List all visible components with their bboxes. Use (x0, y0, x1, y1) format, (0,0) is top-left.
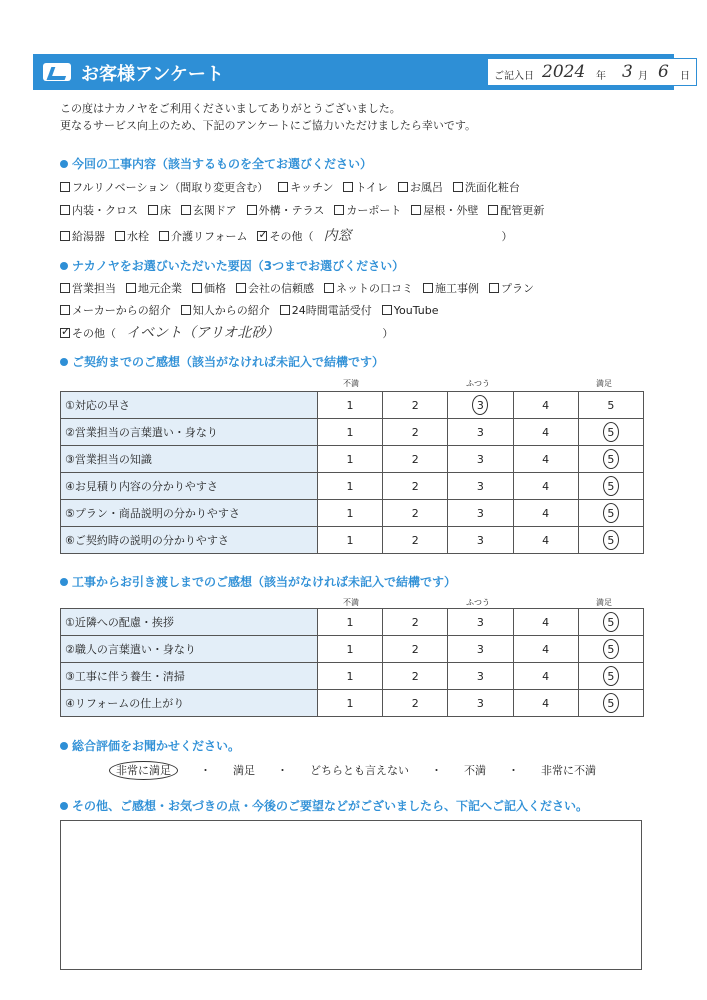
table-row (61, 690, 644, 717)
rating-number: 4 (542, 533, 550, 547)
table-row (61, 473, 644, 500)
rating-number: 1 (346, 479, 354, 493)
rating-cell[interactable] (448, 663, 513, 690)
checkbox[interactable] (324, 283, 334, 293)
rating-number: 3 (476, 642, 484, 656)
scale-low-label: 不満 (343, 598, 359, 607)
rating-number: 5 (603, 666, 619, 686)
checkbox-label: 内装・クロス (72, 204, 138, 217)
rating-number: 5 (607, 398, 615, 412)
checkbox[interactable] (60, 205, 70, 215)
checkbox-option[interactable] (181, 202, 237, 218)
checkbox[interactable] (398, 182, 408, 192)
table-row (61, 609, 644, 636)
rating-cell[interactable] (317, 446, 382, 473)
overall-option[interactable]: 満足 (233, 764, 255, 777)
other-close: ） (501, 230, 513, 243)
overall-option[interactable]: 不満 (464, 764, 486, 777)
checkbox[interactable] (257, 231, 267, 241)
checkbox-label: 会社の信頼感 (248, 282, 314, 295)
checkbox-option[interactable] (423, 280, 479, 296)
rating-cell[interactable] (513, 392, 578, 419)
rating-number: 4 (542, 615, 550, 629)
rating-cell[interactable] (513, 446, 578, 473)
checkbox-option[interactable] (334, 202, 401, 218)
checkbox-option[interactable] (280, 302, 372, 318)
checkbox-label: トイレ (355, 181, 388, 194)
table-row (61, 419, 644, 446)
rating-number: 3 (472, 395, 488, 415)
rating-number: 5 (603, 503, 619, 523)
date-field[interactable] (487, 58, 697, 86)
header-bar (33, 54, 690, 90)
rating-number: 2 (411, 615, 419, 629)
checkbox-label: ネットの口コミ (336, 282, 413, 295)
checkbox-label: その他（ (269, 230, 314, 243)
rating-number: 5 (603, 530, 619, 550)
rating-cell[interactable] (383, 609, 448, 636)
page-title: お客様アンケート (81, 64, 224, 85)
rating-cell[interactable] (317, 473, 382, 500)
checkbox-label: 水栓 (127, 230, 149, 243)
checkbox-option[interactable] (60, 302, 171, 318)
section-title-comments: その他、ご感想・お気づきの点・今後のご要望などがございましたら、下記へご記入ください。 (60, 797, 588, 814)
rating-number: 3 (476, 452, 484, 466)
rating-number: 2 (411, 533, 419, 547)
row-label: ②職人の言葉遣い・身なり (61, 636, 318, 663)
rating-cell[interactable] (383, 446, 448, 473)
checkbox[interactable] (60, 231, 70, 241)
rating-cell[interactable] (448, 419, 513, 446)
checkbox-option[interactable] (60, 325, 116, 341)
date-month: 3 (622, 62, 633, 82)
rating-cell[interactable] (513, 636, 578, 663)
rating-cell[interactable] (578, 419, 643, 446)
rating-cell[interactable] (317, 419, 382, 446)
rating-cell[interactable] (578, 609, 643, 636)
rating-cell[interactable] (513, 663, 578, 690)
checkbox-label: 床 (160, 204, 171, 217)
checkbox-option[interactable] (126, 280, 182, 296)
other-text: イベント（アリオ北砂） (126, 325, 273, 341)
checkbox-option[interactable] (148, 202, 171, 218)
section-title-work: 今回の工事内容（該当するものを全てお選びください） (60, 155, 372, 172)
checkbox[interactable] (236, 283, 246, 293)
checkbox-option[interactable] (257, 228, 313, 244)
section-title-overall: 総合評価をお聞かせください。 (60, 737, 240, 754)
checkbox[interactable] (343, 182, 353, 192)
checkbox-option[interactable] (236, 280, 314, 296)
rating-cell[interactable] (448, 690, 513, 717)
checkbox-label: 玄関ドア (193, 204, 237, 217)
rating-cell[interactable] (317, 609, 382, 636)
checkbox[interactable] (181, 205, 191, 215)
checkbox-label: YouTube (393, 304, 439, 317)
checkbox-label: キッチン (290, 181, 334, 194)
checkbox-label: お風呂 (409, 181, 443, 194)
rating-cell[interactable] (317, 527, 382, 554)
rating-cell[interactable] (513, 419, 578, 446)
contract-rating-table (60, 391, 644, 554)
rating-number: 3 (476, 425, 484, 439)
checkbox-label: フルリノベーション（間取り変更含む） (72, 181, 269, 194)
q2-row-3 (60, 322, 393, 342)
option-separator: ・ (200, 764, 211, 777)
rating-number: 4 (542, 425, 550, 439)
checkbox-option[interactable] (60, 202, 138, 218)
checkbox-label: 営業担当 (72, 282, 116, 295)
overall-options (115, 762, 618, 778)
checkbox-option[interactable] (181, 302, 270, 318)
checkbox[interactable] (192, 283, 202, 293)
rating-number: 4 (542, 642, 550, 656)
bullet-icon (60, 262, 68, 270)
rating-number: 2 (411, 669, 419, 683)
rating-number: 2 (411, 425, 419, 439)
checkbox-option[interactable] (382, 304, 439, 317)
rating-cell[interactable] (383, 690, 448, 717)
table-row (61, 392, 644, 419)
checkbox[interactable] (278, 182, 288, 192)
checkbox-option[interactable] (489, 280, 534, 296)
rating-cell[interactable] (513, 690, 578, 717)
intro-line: この度はナカノヤをご利用くださいましてありがとうございました。 (60, 102, 401, 115)
rating-cell[interactable] (578, 473, 643, 500)
bullet-icon (60, 358, 68, 366)
checkbox-option[interactable] (159, 228, 247, 244)
rating-number: 5 (603, 449, 619, 469)
checkbox[interactable] (411, 205, 421, 215)
checkbox[interactable] (488, 205, 498, 215)
rating-number: 5 (603, 422, 619, 442)
checkbox[interactable] (280, 305, 290, 315)
rating-number: 5 (603, 476, 619, 496)
row-label: ④リフォームの仕上がり (61, 690, 318, 717)
rating-number: 3 (476, 696, 484, 710)
rating-cell[interactable] (383, 500, 448, 527)
checkbox[interactable] (247, 205, 257, 215)
q1-row-1 (60, 179, 530, 195)
rating-number: 4 (542, 479, 550, 493)
rating-number: 4 (542, 669, 550, 683)
row-label: ③工事に伴う養生・清掃 (61, 663, 318, 690)
other-close: ） (382, 327, 394, 340)
rating-number: 1 (346, 452, 354, 466)
checkbox-label: カーポート (346, 204, 402, 217)
bullet-icon (60, 802, 68, 810)
checkbox-option[interactable] (411, 202, 478, 218)
rating-number: 2 (411, 452, 419, 466)
checkbox-label: 知人からの紹介 (192, 304, 270, 317)
checkbox-option[interactable] (453, 179, 520, 195)
rating-number: 5 (603, 693, 619, 713)
checkbox-label: 屋根・外壁 (423, 204, 479, 217)
q2-row-1 (60, 280, 544, 296)
overall-option[interactable]: 非常に満足 (109, 761, 178, 780)
rating-number: 3 (476, 615, 484, 629)
rating-number: 3 (476, 479, 484, 493)
checkbox-label: 外構・テラス (258, 204, 325, 217)
section-title-contract: ご契約までのご感想（該当がなければ未記入で結構です） (60, 353, 384, 370)
row-label: ①近隣への配慮・挨拶 (61, 609, 318, 636)
scale-mid-label: ふつう (466, 598, 490, 607)
rating-cell[interactable] (578, 663, 643, 690)
checkbox[interactable] (60, 182, 70, 192)
rating-cell[interactable] (317, 636, 382, 663)
row-label: ③営業担当の知識 (61, 446, 318, 473)
rating-number: 2 (411, 696, 419, 710)
bullet-icon (60, 578, 68, 586)
scale-high-label: 満足 (596, 379, 612, 388)
rating-number: 4 (542, 452, 550, 466)
rating-cell[interactable] (383, 392, 448, 419)
checkbox[interactable] (60, 305, 70, 315)
checkbox[interactable] (148, 205, 158, 215)
rating-cell[interactable] (317, 392, 382, 419)
date-year-unit: 年 (596, 71, 606, 82)
rating-cell[interactable] (513, 500, 578, 527)
checkbox-option[interactable] (60, 179, 268, 195)
rating-cell[interactable] (317, 663, 382, 690)
checkbox[interactable] (423, 283, 433, 293)
date-month-unit: 月 (638, 71, 648, 82)
q1-row-2 (60, 202, 554, 218)
rating-cell[interactable] (383, 527, 448, 554)
checkbox-label: 地元企業 (138, 282, 182, 295)
rating-cell[interactable] (513, 473, 578, 500)
checkbox-option[interactable] (60, 228, 105, 244)
rating-cell[interactable] (383, 663, 448, 690)
rating-cell[interactable] (448, 446, 513, 473)
rating-cell[interactable] (513, 527, 578, 554)
checkbox-label: プラン (501, 282, 534, 295)
section-title-reason: ナカノヤをお選びいただいた要因（3つまでお選びください） (60, 257, 404, 274)
rating-cell[interactable] (383, 419, 448, 446)
rating-number: 4 (542, 696, 550, 710)
checkbox-label: その他（ (72, 327, 116, 340)
checkbox-option[interactable] (343, 179, 387, 195)
checkbox-label: 介護リフォーム (171, 230, 248, 243)
q1-row-3 (60, 225, 512, 245)
rating-number: 1 (346, 696, 354, 710)
checkbox-option[interactable] (398, 179, 443, 195)
rating-cell[interactable] (448, 473, 513, 500)
rating-number: 2 (411, 642, 419, 656)
checkbox-option[interactable] (60, 280, 116, 296)
checkbox-label: 給湯器 (72, 230, 105, 243)
checkbox[interactable] (489, 283, 499, 293)
checkbox[interactable] (60, 328, 70, 338)
bullet-icon (60, 742, 68, 750)
rating-number: 2 (411, 506, 419, 520)
checkbox[interactable] (126, 283, 136, 293)
rating-cell[interactable] (448, 527, 513, 554)
rating-cell[interactable] (513, 609, 578, 636)
rating-number: 1 (346, 533, 354, 547)
checkbox-label: 洗面化粧台 (464, 181, 520, 194)
checkbox-option[interactable] (488, 202, 544, 218)
checkbox-label: 24時間電話受付 (291, 304, 372, 317)
bullet-icon (60, 160, 68, 168)
rating-number: 5 (603, 612, 619, 632)
construction-rating-table (60, 608, 644, 717)
q2-row-2 (60, 302, 449, 318)
rating-number: 1 (346, 425, 354, 439)
rating-number: 2 (411, 479, 419, 493)
overall-option[interactable]: 非常に不満 (541, 764, 596, 777)
rating-cell[interactable] (578, 446, 643, 473)
rating-number: 4 (542, 398, 550, 412)
table-row (61, 527, 644, 554)
row-label: ①対応の早さ (61, 392, 318, 419)
checkbox[interactable] (334, 205, 344, 215)
rating-cell[interactable] (383, 473, 448, 500)
scale-mid-label: ふつう (466, 379, 490, 388)
checkbox[interactable] (159, 231, 169, 241)
checkbox-option[interactable] (192, 280, 226, 296)
date-year: 2024 (542, 62, 586, 82)
checkbox[interactable] (382, 305, 392, 315)
date-day: 6 (658, 62, 669, 82)
rating-cell[interactable] (317, 500, 382, 527)
date-label: ご記入日 (494, 71, 534, 82)
rating-cell[interactable] (317, 690, 382, 717)
checkbox[interactable] (60, 283, 70, 293)
rating-number: 3 (476, 533, 484, 547)
table-row (61, 500, 644, 527)
rating-cell[interactable] (578, 500, 643, 527)
option-separator: ・ (508, 764, 519, 777)
checkbox-option[interactable] (115, 228, 149, 244)
intro-line: 更なるサービス向上のため、下記のアンケートにご協力いただけましたら幸いです。 (60, 119, 477, 132)
rating-number: 1 (346, 669, 354, 683)
section-title-construction: 工事からお引き渡しまでのご感想（該当がなければ未記入で結構です） (60, 573, 456, 590)
rating-number: 3 (476, 669, 484, 683)
company-logo-icon (43, 63, 71, 81)
rating-number: 1 (346, 398, 354, 412)
checkbox[interactable] (181, 305, 191, 315)
checkbox-label: 施工事例 (435, 282, 479, 295)
overall-option[interactable]: どちらとも言えない (310, 764, 409, 777)
table-row (61, 636, 644, 663)
rating-number: 2 (411, 398, 419, 412)
date-day-unit: 日 (680, 71, 690, 82)
rating-cell[interactable] (448, 636, 513, 663)
checkbox[interactable] (115, 231, 125, 241)
rating-cell[interactable] (448, 609, 513, 636)
comment-textarea[interactable] (60, 820, 642, 970)
checkbox-label: 価格 (204, 282, 226, 295)
rating-number: 1 (346, 506, 354, 520)
rating-number: 4 (542, 506, 550, 520)
rating-number: 1 (346, 642, 354, 656)
other-text: 内窓 (323, 228, 352, 244)
rating-number: 5 (603, 639, 619, 659)
intro-text (60, 100, 476, 134)
row-label: ⑤プラン・商品説明の分かりやすさ (61, 500, 318, 527)
row-label: ⑥ご契約時の説明の分かりやすさ (61, 527, 318, 554)
checkbox-option[interactable] (247, 202, 325, 218)
row-label: ④お見積り内容の分かりやすさ (61, 473, 318, 500)
checkbox-label: 配管更新 (500, 204, 545, 217)
rating-cell[interactable] (448, 500, 513, 527)
rating-number: 1 (346, 615, 354, 629)
rating-number: 3 (476, 506, 484, 520)
rating-cell[interactable] (383, 636, 448, 663)
rating-cell[interactable] (578, 392, 643, 419)
scale-high-label: 満足 (596, 598, 612, 607)
rating-cell[interactable] (448, 392, 513, 419)
checkbox-label: メーカーからの紹介 (72, 304, 171, 317)
row-label: ②営業担当の言葉遣い・身なり (61, 419, 318, 446)
rating-cell[interactable] (578, 690, 643, 717)
checkbox-option[interactable] (324, 280, 413, 296)
rating-cell[interactable] (578, 636, 643, 663)
table-row (61, 663, 644, 690)
scale-low-label: 不満 (343, 379, 359, 388)
checkbox-option[interactable] (278, 179, 333, 195)
rating-cell[interactable] (578, 527, 643, 554)
option-separator: ・ (431, 764, 442, 777)
table-row (61, 446, 644, 473)
option-separator: ・ (277, 764, 288, 777)
checkbox[interactable] (453, 182, 463, 192)
